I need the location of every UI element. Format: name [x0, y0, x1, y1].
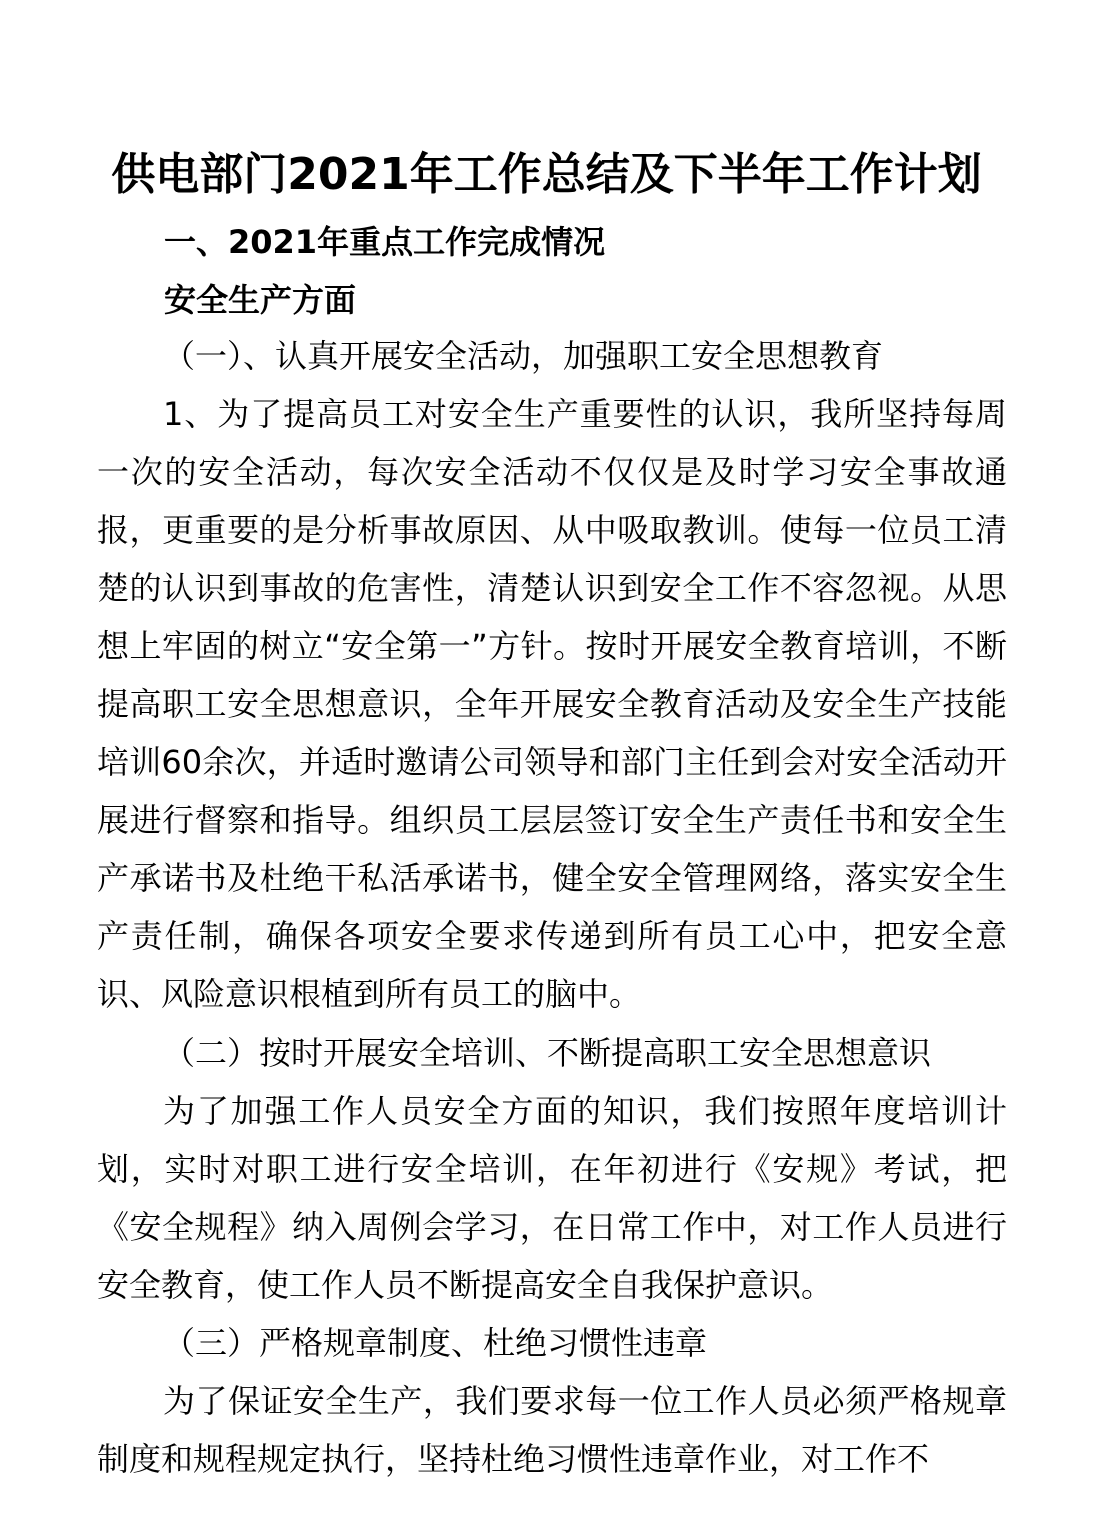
section-heading: 一、2021年重点工作完成情况 — [164, 223, 606, 261]
item-heading-1: （一）、认真开展安全活动，加强职工安全思想教育 — [163, 337, 884, 375]
item-heading-2: （二）按时开展安全培训、不断提高职工安全思想意识 — [163, 1034, 932, 1072]
item-heading-3: （三）严格规章制度、杜绝习惯性违章 — [163, 1324, 708, 1362]
subsection-heading: 安全生产方面 — [164, 281, 357, 319]
item-paragraph-1: 1、为了提高员工对安全生产重要性的认识，我所坚持每周一次的安全活动，每次安全活动不仅仅是及时学习安全事故通报，更重要的是分析事故原因、从中吸取教训。使每一位员工清楚的认识到事故的危害性，清楚认识到安全工作不容忽视。从思想上牢固的树立“安全第一”方针。按时开展安全教育培训，不断提高职工安全思想意识，全年开展安全教育活动及安全生产技能培训60余次，并适时邀请公司领导和部门主任到会对安全活动开展进行督察和指导。组织员工层层签订安全生产责任书和安全生产承诺书及杜绝干私活承诺书，健全安全管理网络，落实安全生产责任制，确保各项安全要求传递到所有员工心中，把安全意识、风险意识根植到所有员工的脑中。 — [97, 395, 1007, 1013]
document-title: 供电部门2021年工作总结及下半年工作计划 — [111, 149, 982, 200]
item-paragraph-3: 为了保证安全生产，我们要求每一位工作人员必须严格规章制度和规程规定执行，坚持杜绝习惯性违章作业，对工作不 — [97, 1382, 1007, 1478]
item-paragraph-2: 为了加强工作人员安全方面的知识，我们按照年度培训计划，实时对职工进行安全培训，在年初进行《安规》考试，把《安全规程》纳入周例会学习，在日常工作中，对工作人员进行安全教育，使工作人员不断提高安全自我保护意识。 — [97, 1092, 1007, 1304]
